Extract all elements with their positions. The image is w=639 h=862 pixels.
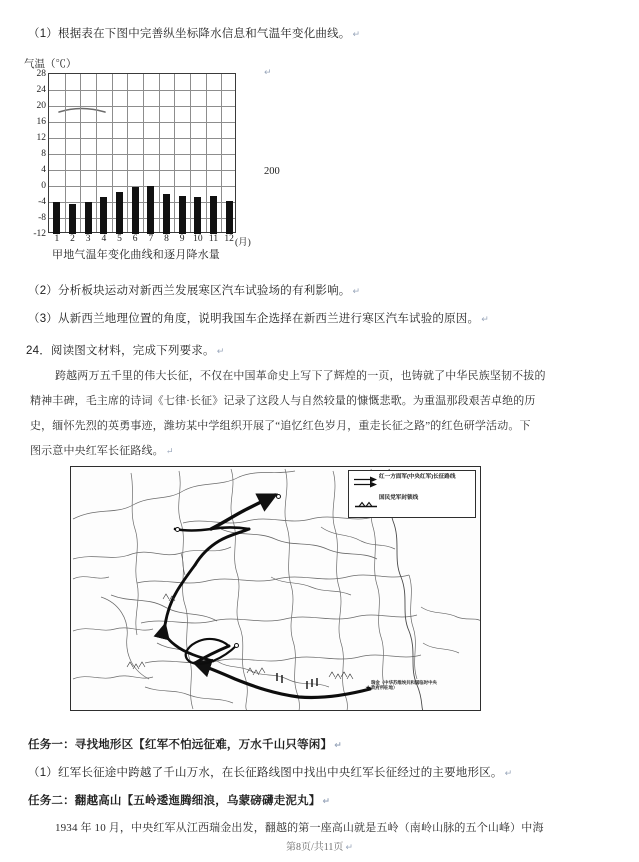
chart-caption: 甲地气温年变化曲线和逐月降水量 [52, 249, 220, 261]
chart-gridline-vertical [221, 74, 222, 232]
question-24-text: 24．阅读图文材料，完成下列要求。 [26, 345, 215, 357]
map-city-dot [175, 527, 180, 532]
double-arrow-icon [353, 474, 379, 493]
chart-gridline-vertical [143, 74, 144, 232]
chart-bar [85, 202, 92, 234]
chart-bar [132, 187, 139, 234]
task-1-question-line [28, 765, 512, 782]
paragraph-mark-icon: ↵ [216, 346, 225, 356]
chart-gridline-horizontal [49, 122, 235, 123]
paragraph-mark-icon: ↵ [345, 842, 353, 852]
passage-line-4-wrap [30, 443, 174, 460]
chart-gridline-horizontal [49, 90, 235, 91]
chart-bar [69, 204, 76, 234]
map-capital-star-icon: ★ [365, 685, 372, 692]
climate-chart-figure [24, 56, 284, 262]
page-number: 第8页/共11页 [286, 842, 344, 853]
chart-y-tick-label: 24 [36, 85, 46, 95]
chart-x-tick-label: 1 [54, 234, 60, 244]
question-1-text: （1）根据表在下图中完善纵坐标降水信息和气温年变化曲线。 [28, 28, 351, 40]
chart-gridline-vertical [174, 74, 175, 232]
chart-gridline-horizontal [49, 170, 235, 171]
chart-bar [163, 194, 170, 234]
chart-bar [210, 196, 217, 234]
question-1-line [28, 26, 360, 43]
chart-y-tick-label: 0 [41, 181, 46, 191]
chart-x-tick-label: 11 [208, 234, 219, 244]
passage-line-1: 跨越两万五千里的伟大长征，不仅在中国革命史上写下了辉煌的一页，也铸就了中华民族坚韧不拔的 [55, 370, 546, 382]
chart-x-tick-label: 2 [70, 234, 75, 244]
chart-gridline-vertical [80, 74, 81, 232]
chart-gridline-vertical [159, 74, 160, 232]
chart-x-tick-label: 3 [85, 234, 91, 244]
paragraph-mark-icon: ↵ [334, 740, 342, 750]
paragraph-mark-icon: ↵ [504, 768, 513, 778]
question-24-heading [26, 343, 224, 360]
chart-gridline-horizontal [49, 218, 235, 219]
chart-x-tick-label: 8 [164, 234, 169, 244]
chart-gridline-vertical [190, 74, 191, 232]
paragraph-mark-icon: ↵ [165, 446, 174, 456]
chart-plot-wrap [33, 67, 284, 248]
chart-y-tick-label: 16 [36, 117, 46, 127]
paragraph-mark-icon: ↵ [322, 796, 331, 806]
task-1-title-line [28, 737, 342, 754]
chart-gridline-horizontal [49, 186, 235, 187]
chart-y-tick-label: 8 [41, 149, 46, 159]
blockade-line-icon [353, 495, 379, 514]
page-footer [0, 838, 639, 853]
paragraph-mark-icon: ↵ [481, 314, 489, 324]
long-march-route-map [70, 466, 481, 711]
map-ruijin-note: 瑞金（中华苏维埃共和国临时中央政府所在地） [371, 680, 437, 691]
legend-item-route [353, 474, 471, 493]
paragraph-mark-icon: ↵ [264, 67, 272, 77]
chart-y-axis-title: 气温（℃） [24, 58, 77, 70]
chart-gridline-horizontal [49, 202, 235, 203]
chart-bar [100, 197, 107, 234]
chart-gridline-horizontal [49, 106, 235, 107]
chart-bar [116, 192, 123, 234]
chart-x-tick-label: 5 [117, 234, 122, 244]
map-legend [348, 470, 476, 518]
task-1-title: 任务一：寻找地形区【红军不怕远征难，万水千山只等闲】 [28, 739, 333, 751]
map-city-dot [234, 643, 239, 648]
chart-bar [53, 202, 60, 234]
precipitation-axis-label: 200 [264, 166, 280, 178]
question-2-line [28, 283, 360, 300]
chart-bar [147, 186, 154, 234]
task-2-title: 任务二：翻越高山【五岭逶迤腾细浪，乌蒙磅礴走泥丸】 [28, 795, 321, 807]
chart-y-tick-label: 28 [36, 69, 46, 79]
task-2-body: 1934 年 10 月，中央红军从江西瑞金出发，翻越的第一座高山就是五岭（南岭山脉的五个山峰）中海 [55, 822, 544, 834]
chart-x-tick-label: 7 [148, 234, 154, 244]
chart-x-tick-label: 6 [132, 234, 138, 244]
chart-bar [194, 197, 201, 234]
paragraph-mark-icon: ↵ [352, 29, 361, 39]
chart-x-tick-label: 12 [224, 234, 234, 244]
chart-y-tick-label: 20 [36, 101, 46, 111]
chart-gridline-horizontal [49, 138, 235, 139]
legend-label-blockade: 国民党军封锁线 [379, 495, 419, 501]
question-3-text: （3）从新西兰地理位置的角度，说明我国车企选择在新西兰进行寒区汽车试验的原因。 [28, 313, 480, 325]
chart-gridline-vertical [206, 74, 207, 232]
chart-plot-area [33, 69, 251, 248]
question-3-line [28, 311, 489, 328]
legend-item-blockade [353, 495, 471, 514]
chart-x-axis-unit: (月) [235, 238, 251, 248]
chart-gridline-vertical [127, 74, 128, 232]
chart-y-tick-label: -8 [38, 213, 46, 223]
chart-gridline-vertical [112, 74, 113, 232]
chart-x-tick-label: 4 [101, 234, 107, 244]
task-1-question: （1）红军长征途中跨越了千山万水，在长征路线图中找出中央红军长征经过的主要地形区。 [28, 767, 503, 779]
chart-x-tick-label: 9 [179, 234, 185, 244]
chart-y-tick-label: 12 [36, 133, 46, 143]
passage-line-2: 精神丰碑，毛主席的诗词《七律·长征》记录了这段人与自然较量的慷慨悲歌。为重温那段艰苦卓绝的历 [30, 395, 536, 407]
chart-bar [179, 196, 186, 234]
chart-y-tick-label: 4 [41, 165, 46, 175]
question-2-text: （2）分析板块运动对新西兰发展寒区汽车试验场的有利影响。 [28, 285, 351, 297]
paragraph-mark-icon: ↵ [352, 286, 361, 296]
chart-y-tick-label: -4 [38, 197, 46, 207]
chart-y-tick-label: -12 [33, 229, 46, 239]
task-2-title-line [28, 793, 330, 810]
legend-label-route: 红一方面军(中央红军)长征路线 [379, 474, 456, 480]
passage-line-4: 图示意中央红军长征路线。 [30, 445, 164, 457]
map-frame [70, 466, 481, 711]
chart-gridline-horizontal [49, 154, 235, 155]
chart-bar [226, 201, 233, 234]
passage-line-3: 史，缅怀先烈的英勇事迹，潍坊某中学组织开展了“追忆红色岁月，重走长征之路”的红色研学活动。下 [30, 420, 531, 432]
chart-gridline-vertical [96, 74, 97, 232]
map-city-dot [276, 494, 281, 499]
chart-x-tick-label: 10 [193, 234, 203, 244]
chart-gridline-vertical [65, 74, 66, 232]
